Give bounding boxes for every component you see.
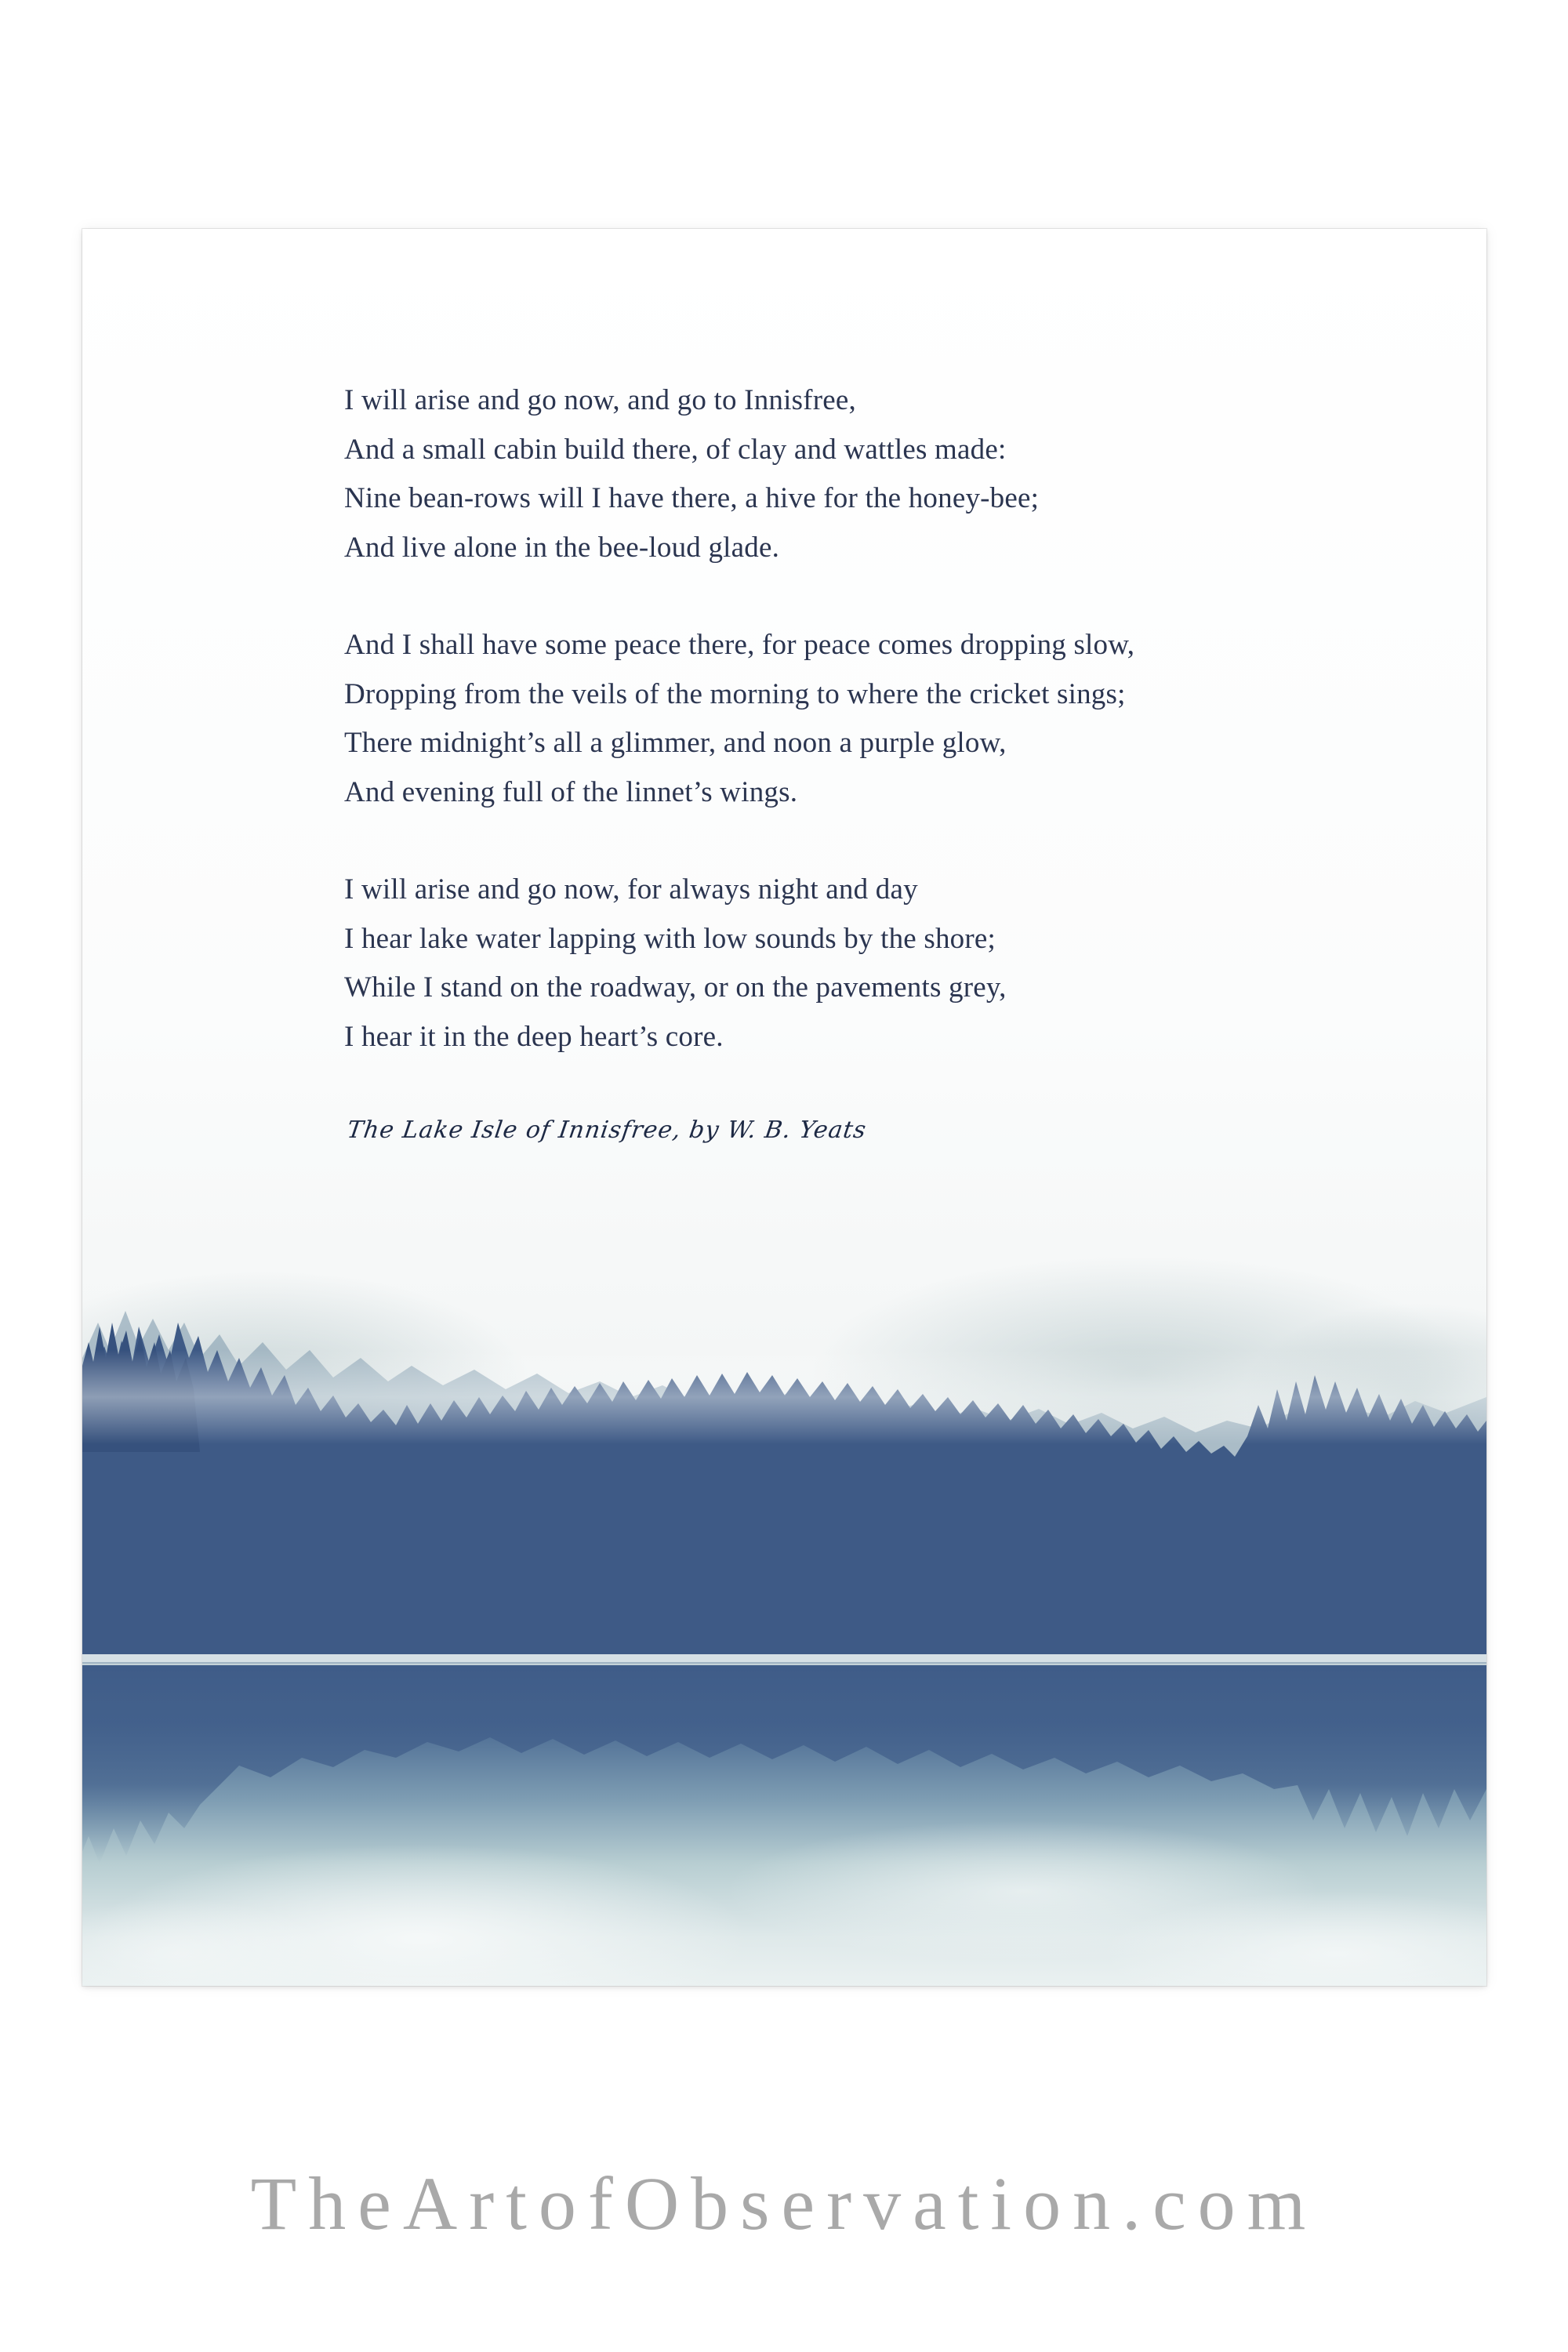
site-watermark: TheArtofObservation.com — [250, 2161, 1318, 2245]
poem-line: And evening full of the linnet’s wings. — [344, 775, 798, 808]
poem-text — [344, 376, 1363, 1110]
poem-line: Nine bean-rows will I have there, a hive for the honey-bee; — [344, 482, 1040, 514]
poem-line: There midnight’s all a glimmer, and noon a purple glow, — [344, 727, 1007, 759]
poem-line: I will arise and go now, and go to Innisfree, — [344, 384, 856, 416]
poem-line: And I shall have some peace there, for peace comes dropping slow, — [344, 629, 1135, 661]
poem-line: And a small cabin build there, of clay and wattles made: — [344, 433, 1007, 466]
poem-attribution: The Lake Isle of Innisfree, by W. B. Yeats — [345, 1116, 869, 1144]
poem-line: While I stand on the roadway, or on the pavements grey, — [344, 971, 1007, 1004]
poem-print — [82, 229, 1486, 1986]
poem-stanza-3 — [344, 866, 1363, 1062]
poem-line: Dropping from the veils of the morning to where the cricket sings; — [344, 677, 1126, 710]
poem-line: And live alone in the bee-loud glade. — [344, 531, 780, 564]
poem-stanza-2 — [344, 621, 1363, 817]
poem-line: I hear it in the deep heart’s core. — [344, 1020, 724, 1053]
poem-line: I hear lake water lapping with low sounds by the shore; — [344, 922, 996, 955]
poem-stanza-1 — [344, 376, 1363, 572]
poem-line: I will arise and go now, for always night and day — [344, 873, 918, 906]
